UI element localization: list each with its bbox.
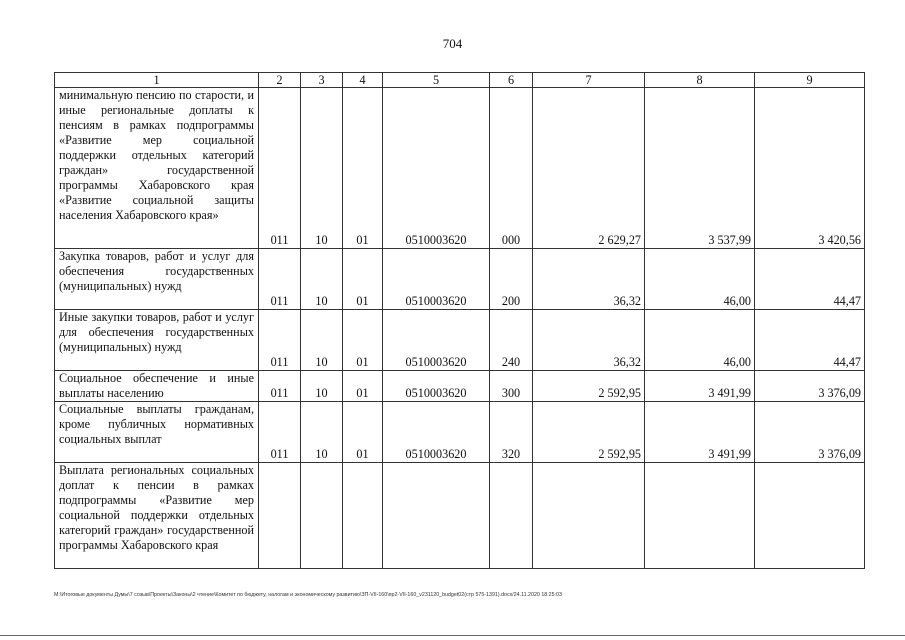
table-row [55,249,865,310]
cell-amount-col8: 3 491,99 [645,402,755,463]
cell-expense-type [490,463,533,569]
cell-subsection [343,463,383,569]
cell-amount-col8: 3 491,99 [645,371,755,402]
cell-expense-type: 200 [490,249,533,310]
column-number: 6 [490,73,533,88]
cell-subsection: 01 [343,371,383,402]
cell-ministry-code: 011 [259,88,301,249]
column-number-row [55,73,865,88]
column-number: 4 [343,73,383,88]
column-number: 8 [645,73,755,88]
cell-amount-col8: 3 537,99 [645,88,755,249]
cell-target-article: 0510003620 [383,371,490,402]
cell-amount-col7: 2 592,95 [533,402,645,463]
cell-target-article: 0510003620 [383,249,490,310]
cell-expense-type: 320 [490,402,533,463]
document-path-footer: M:\Итоговые документы Думы\7 созыв\Проекты\Законы\2 чтение\Комитет по бюджету, налогам и экономическому развитию\ЗП-VII-160\пр2-VII-160_v231120_budget02(стр 575-1391).docx/24.11.2020 18:25:03 [54,592,562,598]
row-description: Социальное обеспечение и иные выплаты населению [55,371,259,402]
page-bottom-divider [0,635,905,636]
cell-target-article: 0510003620 [383,88,490,249]
column-number: 7 [533,73,645,88]
cell-section: 10 [301,310,343,371]
table-row [55,402,865,463]
table-row [55,371,865,402]
cell-subsection: 01 [343,402,383,463]
column-number: 2 [259,73,301,88]
column-number: 3 [301,73,343,88]
cell-amount-col9: 3 376,09 [755,371,865,402]
budget-table [54,72,865,569]
cell-amount-col7: 36,32 [533,310,645,371]
column-number: 1 [55,73,259,88]
row-description: Выплата региональных социальных доплат к пенсии в рамках подпрограммы «Развитие мер социальной поддержки отдельных категорий граждан» государственной программы Хабаровского края [55,463,259,569]
cell-ministry-code [259,463,301,569]
cell-section: 10 [301,249,343,310]
cell-section: 10 [301,402,343,463]
cell-expense-type: 240 [490,310,533,371]
page-number: 704 [442,36,463,51]
row-description: Социальные выплаты гражданам, кроме публичных нормативных социальных выплат [55,402,259,463]
cell-subsection: 01 [343,249,383,310]
table-row [55,463,865,569]
cell-ministry-code: 011 [259,402,301,463]
cell-ministry-code: 011 [259,249,301,310]
cell-amount-col7 [533,463,645,569]
cell-amount-col8 [645,463,755,569]
cell-amount-col9: 44,47 [755,310,865,371]
cell-section: 10 [301,371,343,402]
cell-section: 10 [301,88,343,249]
cell-amount-col9: 3 420,56 [755,88,865,249]
cell-amount-col7: 36,32 [533,249,645,310]
cell-ministry-code: 011 [259,371,301,402]
cell-amount-col8: 46,00 [645,310,755,371]
cell-subsection: 01 [343,88,383,249]
cell-amount-col9: 3 376,09 [755,402,865,463]
cell-amount-col8: 46,00 [645,249,755,310]
cell-section [301,463,343,569]
table-row [55,310,865,371]
row-description: минимальную пенсию по старости, и иные региональные доплаты к пенсиям в рамках подпрограммы «Развитие мер социальной поддержки отдельных категорий граждан» государственной программы Хабаровского края «Развитие социальной защиты населения Хабаровского края» [55,88,259,249]
row-description: Иные закупки товаров, работ и услуг для обеспечения государственных (муниципальных) нужд [55,310,259,371]
cell-amount-col7: 2 629,27 [533,88,645,249]
cell-amount-col7: 2 592,95 [533,371,645,402]
cell-expense-type: 000 [490,88,533,249]
cell-target-article: 0510003620 [383,402,490,463]
column-number: 9 [755,73,865,88]
cell-target-article: 0510003620 [383,310,490,371]
cell-target-article [383,463,490,569]
row-description: Закупка товаров, работ и услуг для обеспечения государственных (муниципальных) нужд [55,249,259,310]
column-number: 5 [383,73,490,88]
cell-ministry-code: 011 [259,310,301,371]
table-row [55,88,865,249]
cell-expense-type: 300 [490,371,533,402]
cell-amount-col9 [755,463,865,569]
cell-amount-col9: 44,47 [755,249,865,310]
cell-subsection: 01 [343,310,383,371]
